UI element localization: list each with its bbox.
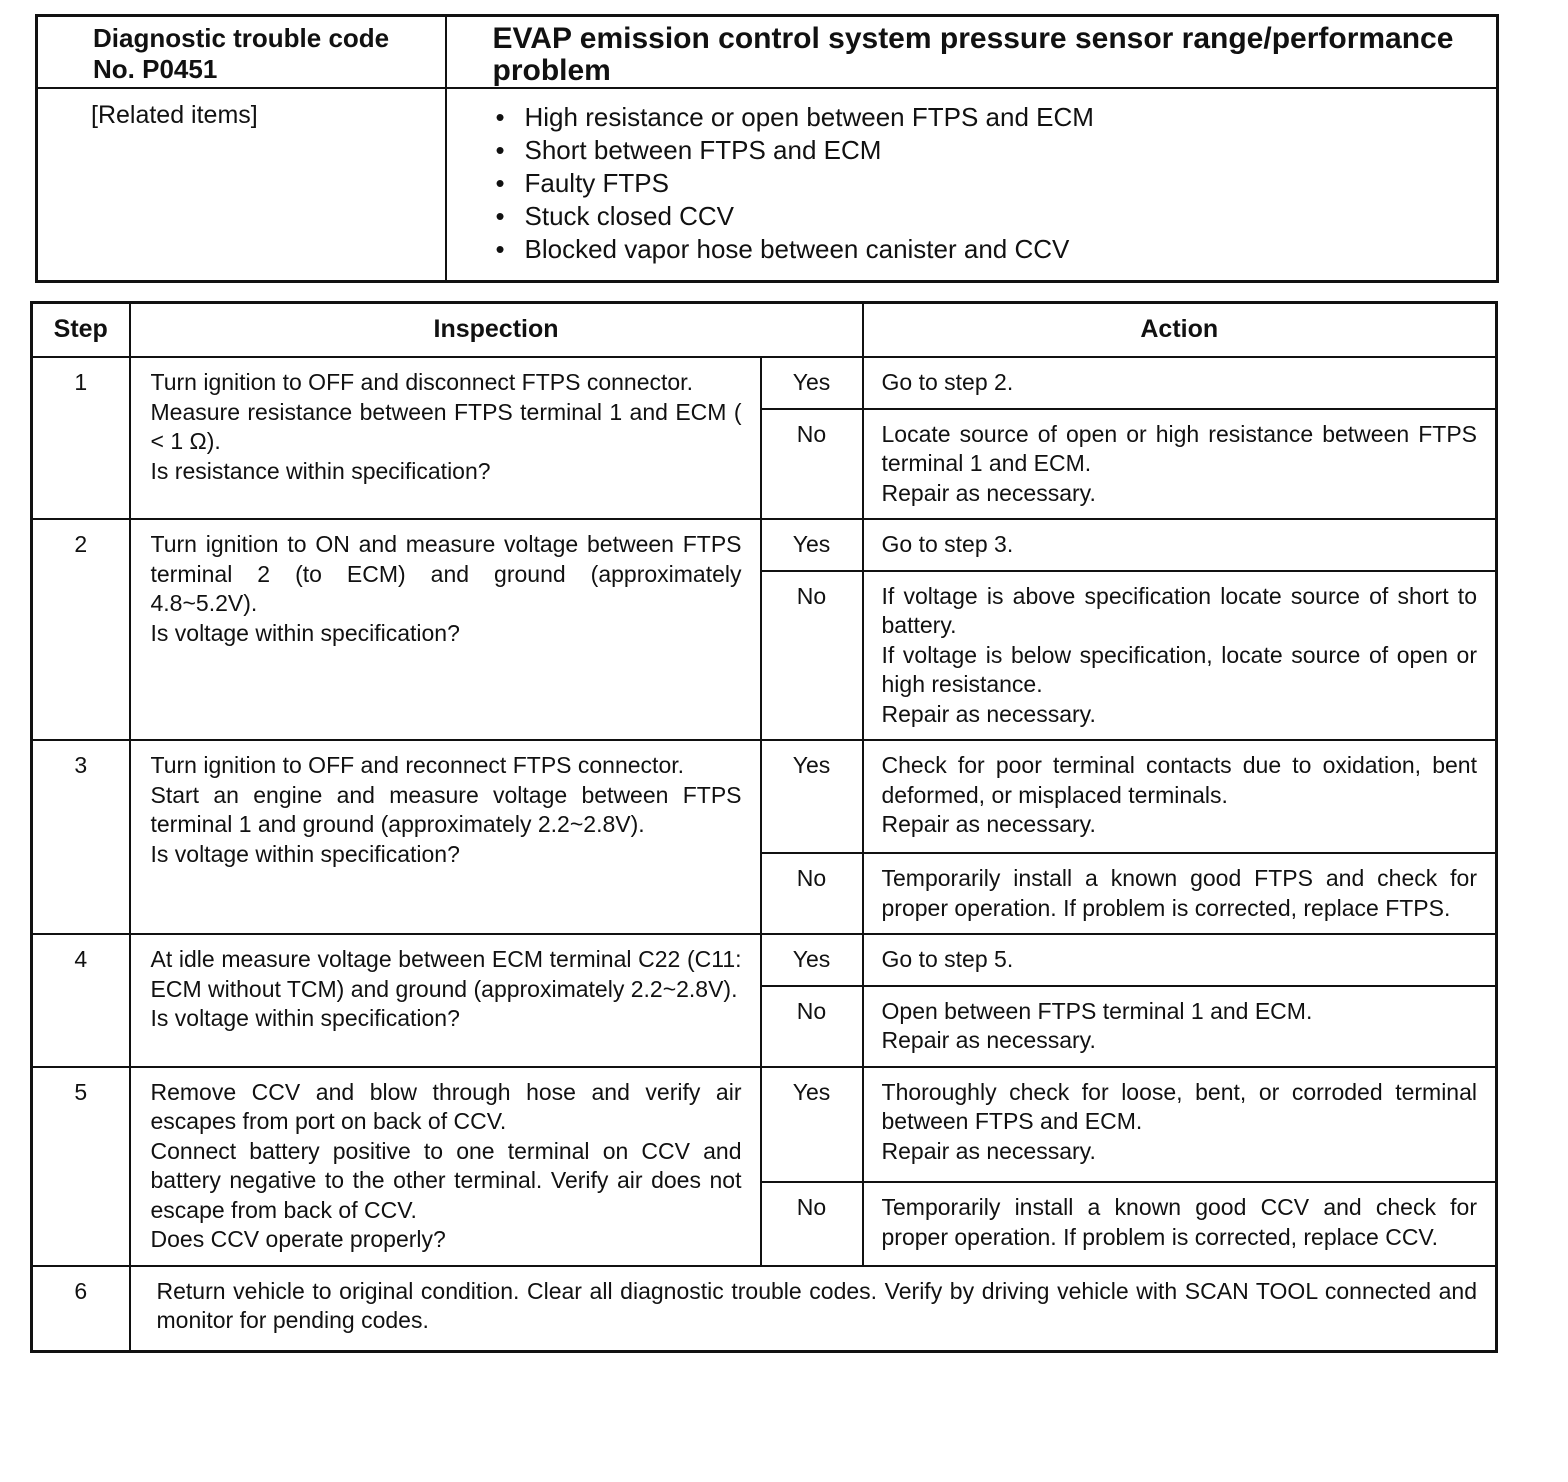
related-item: • Short between FTPS and ECM — [496, 134, 1497, 167]
yes-label: Yes — [761, 519, 863, 571]
inspection-cell — [130, 934, 761, 1067]
inspection-line: Connect battery positive to one terminal on CCV and battery negative to the other terminal. Verify air does not escape from back of CCV. — [150, 1137, 742, 1223]
yes-label: Yes — [761, 934, 863, 986]
related-item: • Stuck closed CCV — [496, 200, 1497, 233]
step-number: 3 — [32, 740, 130, 934]
action-line: Go to step 5. — [881, 946, 1014, 972]
no-label: No — [761, 853, 863, 934]
action-line: If voltage is above specification locate source of short to battery. — [881, 582, 1477, 638]
action-line: Thoroughly check for loose, bent, or corroded terminal between FTPS and ECM. — [881, 1078, 1477, 1134]
related-items-list — [447, 89, 1497, 280]
yes-action — [863, 740, 1497, 853]
step-row — [32, 1067, 1497, 1183]
no-action — [863, 1182, 1497, 1265]
col-header-step: Step — [32, 303, 130, 358]
no-action — [863, 571, 1497, 741]
related-item: • Blocked vapor hose between canister and CCV — [496, 233, 1497, 266]
related-items-label: [Related items] — [37, 88, 446, 282]
no-label: No — [761, 986, 863, 1067]
inspection-line: Measure resistance between FTPS terminal 1 and ECM ( < 1 Ω). — [150, 398, 742, 454]
no-action — [863, 853, 1497, 934]
inspection-cell — [130, 1067, 761, 1266]
yes-action — [863, 357, 1497, 409]
inspection-line: Is voltage within specification? — [150, 840, 460, 867]
step-number: 6 — [32, 1266, 130, 1352]
related-items-cell — [446, 88, 1498, 282]
inspection-cell — [130, 519, 761, 740]
inspection-line: Turn ignition to ON and measure voltage between FTPS terminal 2 (to ECM) and ground (approximately 4.8~5.2V). — [150, 531, 742, 616]
action-line: Repair as necessary. — [881, 1027, 1096, 1053]
step-row — [32, 357, 1497, 409]
action-line: Open between FTPS terminal 1 and ECM. — [881, 997, 1313, 1024]
inspection-cell — [130, 740, 761, 934]
inspection-line: Is voltage within specification? — [150, 619, 460, 646]
yes-action — [863, 519, 1497, 571]
action-line: Go to step 2. — [881, 369, 1014, 395]
action-line: Check for poor terminal contacts due to oxidation, bent deformed, or misplaced terminals. — [881, 752, 1477, 808]
no-label: No — [761, 571, 863, 741]
inspection-line: Is voltage within specification? — [150, 1005, 460, 1031]
col-header-inspection: Inspection — [130, 303, 863, 358]
yes-action — [863, 934, 1497, 986]
action-line: Repair as necessary. — [881, 811, 1096, 837]
step-number: 4 — [32, 934, 130, 1067]
yes-action — [863, 1067, 1497, 1183]
final-step-text: Return vehicle to original condition. Clear all diagnostic trouble codes. Verify by driving vehicle with SCAN TOOL connected and monitor for pending codes. — [130, 1266, 1497, 1352]
action-line: Temporarily install a known good FTPS and check for proper operation. If problem is corrected, replace FTPS. — [881, 865, 1477, 921]
action-line: Repair as necessary. — [881, 700, 1096, 727]
action-line: Repair as necessary. — [881, 479, 1096, 506]
step-row — [32, 934, 1497, 986]
yes-label: Yes — [761, 740, 863, 853]
inspection-line: Is resistance within specification? — [150, 457, 491, 484]
yes-label: Yes — [761, 357, 863, 409]
dtc-header-table — [35, 14, 1499, 283]
col-header-action: Action — [863, 303, 1497, 358]
inspection-cell — [130, 357, 761, 519]
yes-label: Yes — [761, 1067, 863, 1183]
no-action — [863, 986, 1497, 1067]
inspection-line: Turn ignition to OFF and disconnect FTPS connector. — [150, 369, 693, 395]
dtc-title: EVAP emission control system pressure sensor range/performance problem — [446, 16, 1498, 89]
no-label: No — [761, 1182, 863, 1265]
step-number: 2 — [32, 519, 130, 740]
step-number: 1 — [32, 357, 130, 519]
action-line: Go to step 3. — [881, 531, 1014, 557]
dtc-code-cell — [37, 16, 446, 89]
inspection-line: Does CCV operate properly? — [150, 1226, 446, 1252]
no-label: No — [761, 409, 863, 520]
dtc-label: Diagnostic trouble code — [93, 23, 390, 53]
table-header-row — [32, 303, 1497, 358]
diagnostic-steps-table — [30, 301, 1498, 1353]
action-line: Locate source of open or high resistance between FTPS terminal 1 and ECM. — [881, 420, 1477, 476]
inspection-line: Start an engine and measure voltage between FTPS terminal 1 and ground (approximately 2.2~2.8V). — [150, 781, 742, 837]
inspection-line: Remove CCV and blow through hose and verify air escapes from port on back of CCV. — [150, 1078, 742, 1134]
step-row — [32, 740, 1497, 853]
related-item: • High resistance or open between FTPS and ECM — [496, 101, 1497, 134]
inspection-line: At idle measure voltage between ECM terminal C22 (C11: ECM without TCM) and ground (approximately 2.2~2.8V). — [150, 946, 742, 1002]
step-number: 5 — [32, 1067, 130, 1266]
action-line: If voltage is below specification, locate source of open or high resistance. — [881, 641, 1477, 697]
related-item: • Faulty FTPS — [496, 167, 1497, 200]
action-line: Repair as necessary. — [881, 1137, 1096, 1164]
no-action — [863, 409, 1497, 520]
action-line: Temporarily install a known good CCV and check for proper operation. If problem is corrected, replace CCV. — [881, 1194, 1477, 1250]
final-step-row — [32, 1266, 1497, 1352]
inspection-line: Turn ignition to OFF and reconnect FTPS connector. — [150, 752, 685, 778]
step-row — [32, 519, 1497, 571]
dtc-number: No. P0451 — [93, 54, 218, 84]
